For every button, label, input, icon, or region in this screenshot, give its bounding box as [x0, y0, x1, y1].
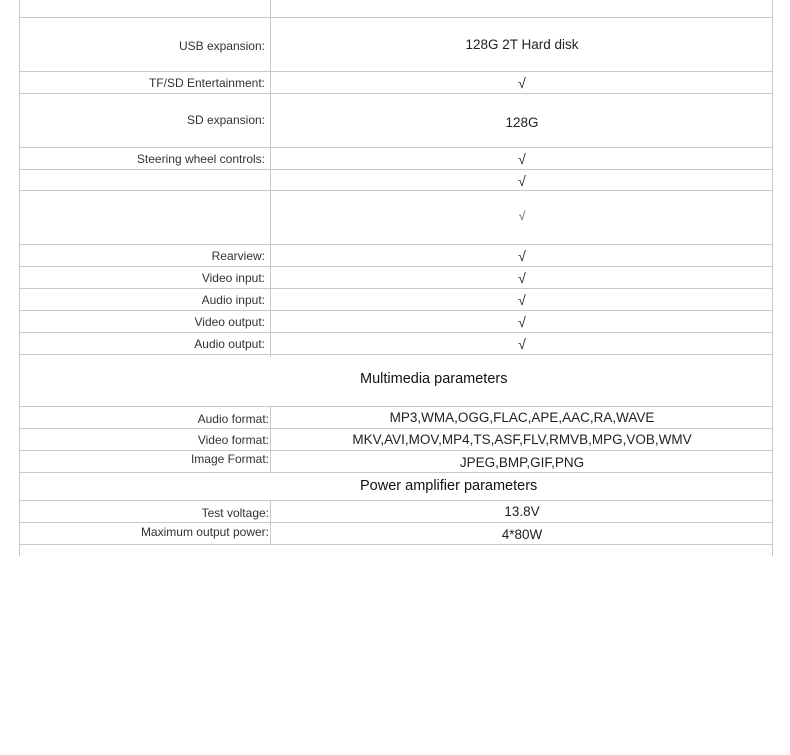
row-value: 13.8V [504, 504, 540, 519]
table-row-usb-expansion [19, 18, 773, 72]
row-label: Maximum output power: [140, 525, 269, 539]
row-label: Video input: [201, 271, 265, 285]
row-value: 128G [505, 115, 539, 130]
row-value: √ [518, 292, 526, 308]
table-row-unlabeled-1 [19, 170, 773, 191]
section-title: Multimedia parameters [360, 371, 508, 387]
section-header-power [19, 473, 773, 501]
row-value: √ [518, 270, 526, 286]
row-value: 128G 2T Hard disk [465, 37, 579, 52]
row-value: JPEG,BMP,GIF,PNG [459, 455, 585, 470]
row-value: √ [518, 248, 526, 264]
row-value: 4*80W [501, 527, 543, 542]
row-label: Video output: [194, 315, 265, 329]
table-row-video-format [19, 429, 773, 451]
table-row-max-output-power [19, 523, 773, 545]
row-label: Video format: [197, 433, 269, 447]
row-value: √ [518, 151, 526, 167]
row-label: Steering wheel controls: [136, 152, 265, 166]
table-row-audio-input [19, 289, 773, 311]
row-label: Test voltage: [201, 506, 269, 520]
table-row-video-input [19, 267, 773, 289]
table-row-audio-format [19, 407, 773, 429]
row-value: √ [518, 336, 526, 352]
row-label: SD expansion: [186, 113, 265, 127]
row-label: Rearview: [211, 249, 265, 263]
row-value: √ [518, 75, 526, 91]
row-label: Audio input: [201, 293, 265, 307]
table-row-sd-expansion [19, 94, 773, 148]
row-label: USB expansion: [178, 39, 265, 53]
row-value: √ [518, 173, 526, 189]
row-label: TF/SD Entertainment: [148, 76, 265, 90]
table-row-video-output [19, 311, 773, 333]
row-value: MP3,WMA,OGG,FLAC,APE,AAC,RA,WAVE [389, 410, 655, 425]
table-row-image-format [19, 451, 773, 473]
table-row-unlabeled-2 [19, 191, 773, 245]
table-row-blank-top [19, 0, 773, 18]
row-value: √ [518, 314, 526, 330]
row-label: Audio format: [197, 412, 269, 426]
table-row-rearview [19, 245, 773, 267]
table-row-audio-output [19, 333, 773, 355]
row-label: Image Format: [190, 452, 269, 466]
table-row-test-voltage [19, 501, 773, 523]
row-value: MKV,AVI,MOV,MP4,TS,ASF,FLV,RMVB,MPG,VOB,WMV [352, 432, 692, 447]
section-title: Power amplifier parameters [360, 478, 538, 494]
row-label: Audio output: [194, 337, 265, 351]
table-row-tf-sd-entertainment [19, 72, 773, 94]
table-row-steering-wheel [19, 148, 773, 170]
row-value: √ [518, 209, 526, 223]
section-header-multimedia [19, 355, 773, 407]
